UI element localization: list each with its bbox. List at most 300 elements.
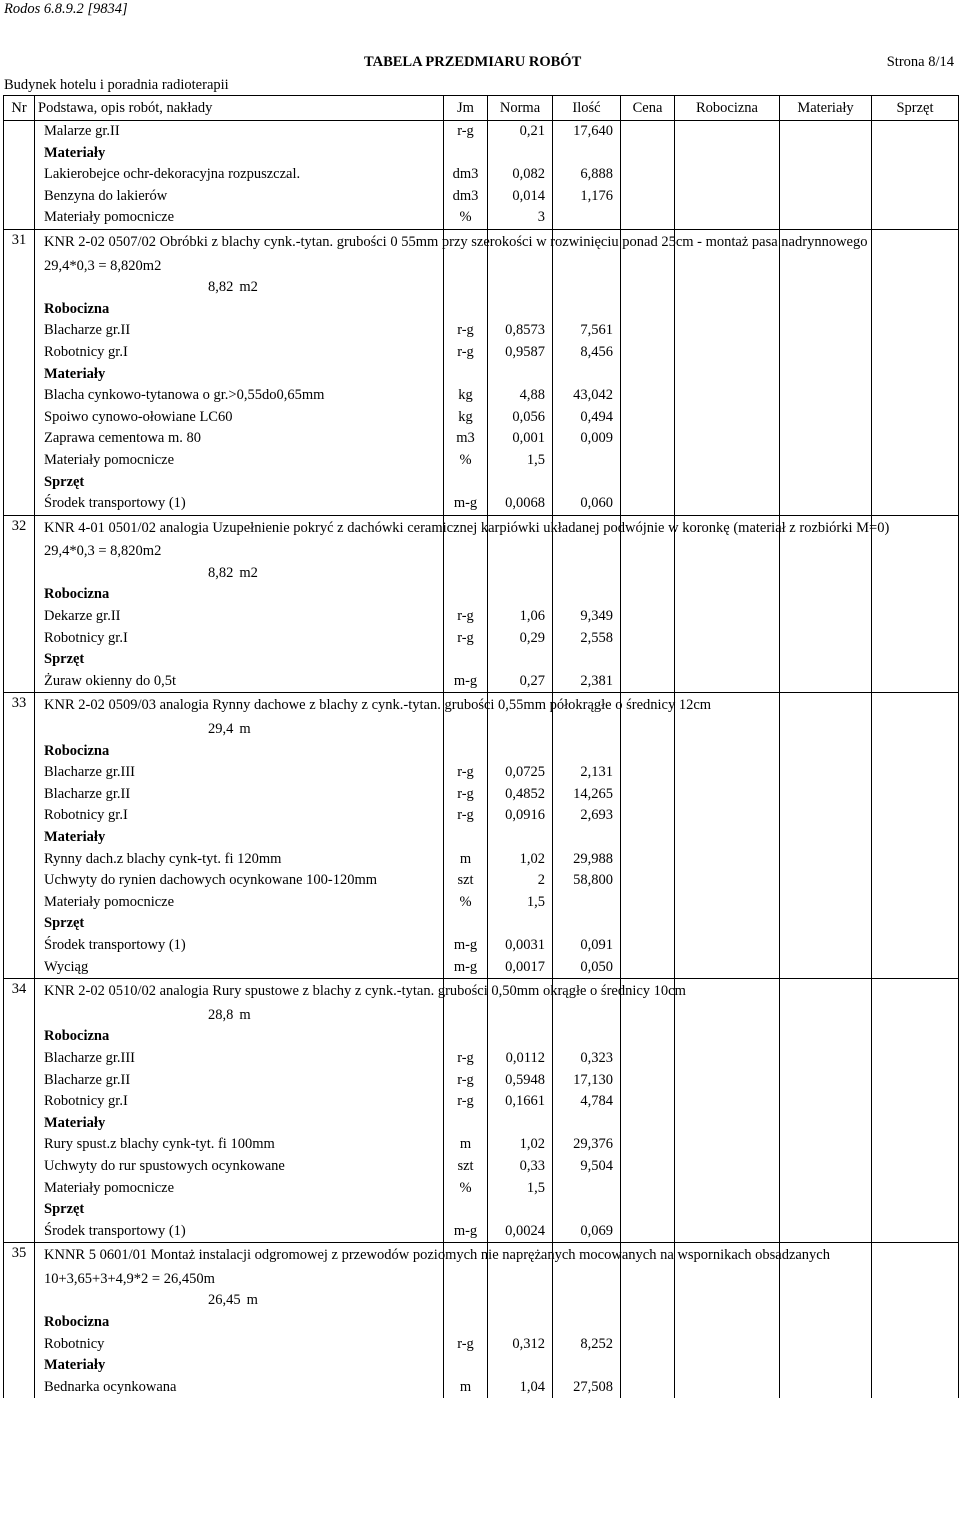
cell-price	[621, 1070, 675, 1092]
cell-quantity: 27,508	[553, 1377, 621, 1399]
cell-materials	[780, 719, 872, 741]
cell-description: Sprzęt	[35, 1199, 444, 1221]
cell-unit: r-g	[444, 1070, 488, 1092]
table-row	[4, 892, 959, 914]
cell-description: KNR 2-02 0507/02 Obróbki z blachy cynk.-tytan. grubości 0 55mm przy szerokości w rozwinięciu ponad 25cm - montaż pasa nadrynnowego	[35, 229, 444, 255]
cell-materials	[780, 1005, 872, 1027]
cell-nr	[4, 407, 35, 429]
cell-quantity: 17,130	[553, 1070, 621, 1092]
cell-equipment	[872, 1178, 959, 1200]
cell-nr	[4, 1091, 35, 1113]
cell-description: Benzyna do lakierów	[35, 186, 444, 208]
cell-equipment	[872, 563, 959, 585]
cell-nr: 32	[4, 515, 35, 541]
cell-nr	[4, 1312, 35, 1334]
estimate-table	[3, 95, 959, 1398]
cell-nr	[4, 1377, 35, 1399]
cell-unit	[444, 1290, 488, 1312]
cell-norm: 0,5948	[488, 1070, 553, 1092]
cell-price	[621, 1290, 675, 1312]
table-row	[4, 1334, 959, 1356]
cell-unit	[444, 649, 488, 671]
cell-nr	[4, 1269, 35, 1291]
cell-description: Robotnicy gr.I	[35, 628, 444, 650]
cell-equipment	[872, 1243, 959, 1269]
cell-labour	[675, 121, 780, 143]
cell-labour	[675, 892, 780, 914]
cell-norm: 1,5	[488, 892, 553, 914]
cell-price	[621, 762, 675, 784]
cell-equipment	[872, 1091, 959, 1113]
cell-price	[621, 428, 675, 450]
table-row	[4, 849, 959, 871]
cell-description: KNR 2-02 0509/03 analogia Rynny dachowe z blachy z cynk.-tytan. grubości 0,55mm półokrągłe o średnicy 12cm	[35, 693, 444, 719]
cell-unit: m-g	[444, 935, 488, 957]
cell-labour	[675, 1221, 780, 1243]
table-row	[4, 1048, 959, 1070]
cell-description: Materiały pomocnicze	[35, 207, 444, 229]
section-row	[4, 827, 959, 849]
cell-equipment	[872, 1269, 959, 1291]
cell-labour	[675, 450, 780, 472]
cell-nr	[4, 741, 35, 763]
cell-equipment	[872, 1377, 959, 1399]
header-nr: Nr	[4, 96, 35, 121]
cell-materials	[780, 1290, 872, 1312]
cell-norm: 0,0068	[488, 493, 553, 515]
cell-equipment	[872, 979, 959, 1005]
cell-unit	[444, 827, 488, 849]
cell-labour	[675, 1070, 780, 1092]
cell-labour	[675, 805, 780, 827]
table-row	[4, 277, 959, 299]
cell-nr	[4, 1290, 35, 1312]
cell-equipment	[872, 935, 959, 957]
cell-norm: 2	[488, 870, 553, 892]
cell-materials	[780, 1113, 872, 1135]
cell-description: Malarze gr.II	[35, 121, 444, 143]
cell-norm: 0,312	[488, 1334, 553, 1356]
cell-equipment	[872, 1026, 959, 1048]
cell-norm: 1,5	[488, 450, 553, 472]
cell-price	[621, 1221, 675, 1243]
cell-description: KNR 4-01 0501/02 analogia Uzupełnienie pokryć z dachówki ceramicznej karpiówki układanej podwójnie w koronkę (materiał z rozbiórki M=0)	[35, 515, 444, 541]
cell-nr	[4, 364, 35, 386]
cell-nr	[4, 320, 35, 342]
cell-equipment	[872, 693, 959, 719]
cell-price	[621, 584, 675, 606]
cell-materials	[780, 1334, 872, 1356]
cell-materials	[780, 1178, 872, 1200]
cell-description: Blacharze gr.II	[35, 784, 444, 806]
cell-description: Uchwyty do rynien dachowych ocynkowane 100-120mm	[35, 870, 444, 892]
cell-norm	[488, 584, 553, 606]
cell-description: Robocizna	[35, 1312, 444, 1334]
cell-nr	[4, 342, 35, 364]
cell-norm: 1,5	[488, 1178, 553, 1200]
cell-description: Sprzęt	[35, 472, 444, 494]
cell-equipment	[872, 762, 959, 784]
cell-nr	[4, 913, 35, 935]
cell-norm	[488, 299, 553, 321]
cell-equipment	[872, 805, 959, 827]
table-row	[4, 121, 959, 143]
cell-labour	[675, 143, 780, 165]
cell-nr	[4, 428, 35, 450]
cell-norm: 0,082	[488, 164, 553, 186]
cell-description: Spoiwo cynowo-ołowiane LC60	[35, 407, 444, 429]
cell-description: 10+3,65+3+4,9*2 = 26,450m	[35, 1269, 444, 1291]
cell-nr	[4, 1048, 35, 1070]
section-row	[4, 299, 959, 321]
cell-nr	[4, 450, 35, 472]
cell-unit	[444, 277, 488, 299]
cell-description: Dekarze gr.II	[35, 606, 444, 628]
section-row	[4, 1355, 959, 1377]
cell-nr	[4, 784, 35, 806]
cell-materials	[780, 1199, 872, 1221]
cell-equipment	[872, 649, 959, 671]
cell-norm: 0,8573	[488, 320, 553, 342]
cell-materials	[780, 385, 872, 407]
cell-nr	[4, 563, 35, 585]
cell-equipment	[872, 671, 959, 693]
cell-norm: 1,02	[488, 849, 553, 871]
cell-equipment	[872, 1199, 959, 1221]
cell-price	[621, 256, 675, 278]
section-row	[4, 649, 959, 671]
cell-unit	[444, 1199, 488, 1221]
cell-norm	[488, 1113, 553, 1135]
cell-labour	[675, 784, 780, 806]
cell-labour	[675, 671, 780, 693]
cell-description: Robotnicy	[35, 1334, 444, 1356]
cell-equipment	[872, 827, 959, 849]
cell-equipment	[872, 913, 959, 935]
cell-unit	[444, 143, 488, 165]
table-header-row	[4, 96, 959, 121]
cell-labour	[675, 719, 780, 741]
cell-norm	[488, 719, 553, 741]
header-quantity: Ilość	[553, 96, 621, 121]
cell-unit	[444, 913, 488, 935]
cell-price	[621, 472, 675, 494]
cell-description	[35, 719, 444, 741]
cell-price	[621, 1355, 675, 1377]
cell-price	[621, 299, 675, 321]
cell-unit: dm3	[444, 186, 488, 208]
cell-unit: szt	[444, 870, 488, 892]
cell-materials	[780, 320, 872, 342]
quantity-value: 28,8	[208, 1006, 234, 1023]
cell-materials	[780, 563, 872, 585]
cell-labour	[675, 320, 780, 342]
cell-description: Sprzęt	[35, 913, 444, 935]
cell-quantity	[553, 541, 621, 563]
cell-norm	[488, 563, 553, 585]
cell-description: Robocizna	[35, 299, 444, 321]
cell-nr	[4, 1070, 35, 1092]
cell-description: Wyciąg	[35, 957, 444, 979]
cell-unit: r-g	[444, 762, 488, 784]
cell-labour	[675, 299, 780, 321]
cell-equipment	[872, 342, 959, 364]
cell-norm: 0,27	[488, 671, 553, 693]
cell-nr	[4, 827, 35, 849]
cell-unit: %	[444, 1178, 488, 1200]
cell-description: KNNR 5 0601/01 Montaż instalacji odgromowej z przewodów poziomych nie naprężanych mocowanych na wspornikach obsadzanych	[35, 1243, 444, 1269]
cell-norm	[488, 1312, 553, 1334]
cell-unit: kg	[444, 407, 488, 429]
cell-quantity	[553, 1199, 621, 1221]
cell-nr	[4, 892, 35, 914]
cell-description	[35, 563, 444, 585]
cell-materials	[780, 1377, 872, 1399]
table-row	[4, 1156, 959, 1178]
cell-price	[621, 1199, 675, 1221]
cell-price	[621, 935, 675, 957]
cell-price	[621, 164, 675, 186]
quantity-unit: m	[246, 1292, 258, 1309]
cell-quantity	[553, 563, 621, 585]
header-equipment: Sprzęt	[872, 96, 959, 121]
cell-materials	[780, 606, 872, 628]
cell-labour	[675, 342, 780, 364]
cell-materials	[780, 1091, 872, 1113]
cell-materials	[780, 1355, 872, 1377]
cell-equipment	[872, 1134, 959, 1156]
cell-unit: %	[444, 207, 488, 229]
cell-materials	[780, 1269, 872, 1291]
cell-equipment	[872, 320, 959, 342]
cell-labour	[675, 606, 780, 628]
cell-price	[621, 320, 675, 342]
cell-materials	[780, 207, 872, 229]
cell-norm	[488, 364, 553, 386]
cell-labour	[675, 186, 780, 208]
cell-price	[621, 719, 675, 741]
cell-nr	[4, 186, 35, 208]
cell-quantity	[553, 1005, 621, 1027]
cell-labour	[675, 563, 780, 585]
cell-materials	[780, 1156, 872, 1178]
cell-unit: r-g	[444, 1048, 488, 1070]
cell-price	[621, 1377, 675, 1399]
cell-equipment	[872, 299, 959, 321]
cell-quantity	[553, 207, 621, 229]
cell-unit: r-g	[444, 1334, 488, 1356]
cell-description: Materiały pomocnicze	[35, 1178, 444, 1200]
table-row	[4, 870, 959, 892]
cell-norm: 0,0112	[488, 1048, 553, 1070]
cell-quantity	[553, 299, 621, 321]
cell-description: Blacharze gr.III	[35, 762, 444, 784]
cell-norm: 0,0916	[488, 805, 553, 827]
cell-nr	[4, 1005, 35, 1027]
table-row	[4, 428, 959, 450]
cell-quantity	[553, 584, 621, 606]
cell-nr	[4, 1355, 35, 1377]
cell-nr: 33	[4, 693, 35, 719]
section-row	[4, 584, 959, 606]
cell-equipment	[872, 784, 959, 806]
cell-quantity: 29,988	[553, 849, 621, 871]
cell-norm	[488, 1005, 553, 1027]
cell-unit	[444, 256, 488, 278]
cell-labour	[675, 1334, 780, 1356]
cell-quantity: 9,504	[553, 1156, 621, 1178]
cell-norm: 0,056	[488, 407, 553, 429]
cell-norm: 0,0031	[488, 935, 553, 957]
section-row	[4, 913, 959, 935]
cell-quantity	[553, 472, 621, 494]
cell-labour	[675, 1178, 780, 1200]
cell-labour	[675, 1377, 780, 1399]
cell-labour	[675, 364, 780, 386]
cell-price	[621, 784, 675, 806]
cell-nr	[4, 628, 35, 650]
position-row	[4, 979, 959, 1005]
cell-labour	[675, 1048, 780, 1070]
cell-nr	[4, 1113, 35, 1135]
cell-equipment	[872, 1048, 959, 1070]
table-row	[4, 606, 959, 628]
cell-norm: 0,33	[488, 1156, 553, 1178]
table-row	[4, 1178, 959, 1200]
cell-equipment	[872, 957, 959, 979]
cell-labour	[675, 1290, 780, 1312]
table-row	[4, 935, 959, 957]
cell-nr	[4, 1026, 35, 1048]
cell-materials	[780, 1070, 872, 1092]
table-row	[4, 1091, 959, 1113]
cell-quantity: 9,349	[553, 606, 621, 628]
cell-price	[621, 342, 675, 364]
cell-unit	[444, 1113, 488, 1135]
table-row	[4, 719, 959, 741]
cell-norm	[488, 541, 553, 563]
cell-description: Materiały	[35, 1355, 444, 1377]
cell-labour	[675, 628, 780, 650]
cell-norm	[488, 1026, 553, 1048]
quantity-unit: m	[239, 1006, 251, 1023]
cell-equipment	[872, 472, 959, 494]
cell-quantity: 17,640	[553, 121, 621, 143]
cell-labour	[675, 913, 780, 935]
position-row	[4, 693, 959, 719]
cell-quantity	[553, 364, 621, 386]
cell-nr	[4, 472, 35, 494]
cell-price	[621, 1178, 675, 1200]
cell-quantity	[553, 913, 621, 935]
cell-equipment	[872, 628, 959, 650]
quantity-value: 29,4	[208, 721, 234, 738]
cell-norm: 0,9587	[488, 342, 553, 364]
cell-nr	[4, 277, 35, 299]
cell-labour	[675, 849, 780, 871]
cell-labour	[675, 1269, 780, 1291]
cell-quantity: 8,456	[553, 342, 621, 364]
position-quantity	[208, 563, 258, 585]
position-quantity	[208, 719, 251, 741]
table-body	[4, 121, 959, 1399]
cell-materials	[780, 143, 872, 165]
cell-equipment	[872, 892, 959, 914]
cell-quantity	[553, 1290, 621, 1312]
quantity-value: 8,82	[208, 279, 234, 296]
cell-equipment	[872, 428, 959, 450]
position-quantity	[208, 1005, 251, 1027]
cell-quantity: 0,323	[553, 1048, 621, 1070]
cell-materials	[780, 1221, 872, 1243]
cell-unit: r-g	[444, 1091, 488, 1113]
cell-price	[621, 1026, 675, 1048]
cell-unit	[444, 472, 488, 494]
cell-materials	[780, 762, 872, 784]
cell-quantity	[553, 649, 621, 671]
cell-price	[621, 143, 675, 165]
cell-price	[621, 563, 675, 585]
cell-price	[621, 870, 675, 892]
cell-nr	[4, 649, 35, 671]
cell-unit: m	[444, 1377, 488, 1399]
cell-equipment	[872, 541, 959, 563]
position-row	[4, 515, 959, 541]
cell-unit	[444, 1005, 488, 1027]
cell-equipment	[872, 1312, 959, 1334]
cell-description: KNR 2-02 0510/02 analogia Rury spustowe z blachy z cynk.-tytan. grubości 0,50mm okrągłe o średnicy 10cm	[35, 979, 444, 1005]
cell-price	[621, 671, 675, 693]
table-row	[4, 628, 959, 650]
section-row	[4, 1026, 959, 1048]
cell-labour	[675, 1005, 780, 1027]
cell-labour	[675, 385, 780, 407]
cell-materials	[780, 849, 872, 871]
cell-price	[621, 1334, 675, 1356]
cell-unit	[444, 364, 488, 386]
cell-norm: 4,88	[488, 385, 553, 407]
cell-materials	[780, 1312, 872, 1334]
cell-materials	[780, 1048, 872, 1070]
cell-quantity	[553, 1269, 621, 1291]
cell-materials	[780, 741, 872, 763]
cell-quantity: 4,784	[553, 1091, 621, 1113]
cell-norm: 0,0725	[488, 762, 553, 784]
cell-quantity: 0,009	[553, 428, 621, 450]
table-row	[4, 563, 959, 585]
cell-norm: 0,29	[488, 628, 553, 650]
cell-labour	[675, 649, 780, 671]
cell-labour	[675, 979, 780, 1005]
cell-nr: 34	[4, 979, 35, 1005]
table-row	[4, 1070, 959, 1092]
cell-equipment	[872, 143, 959, 165]
quantity-value: 26,45	[208, 1292, 241, 1309]
cell-norm	[488, 277, 553, 299]
table-row	[4, 762, 959, 784]
cell-equipment	[872, 1221, 959, 1243]
cell-description: Robotnicy gr.I	[35, 1091, 444, 1113]
cell-price	[621, 364, 675, 386]
cell-nr	[4, 1199, 35, 1221]
cell-quantity	[553, 892, 621, 914]
cell-materials	[780, 407, 872, 429]
cell-description	[35, 1005, 444, 1027]
cell-quantity	[553, 1113, 621, 1135]
cell-materials	[780, 342, 872, 364]
cell-price	[621, 957, 675, 979]
cell-quantity: 43,042	[553, 385, 621, 407]
